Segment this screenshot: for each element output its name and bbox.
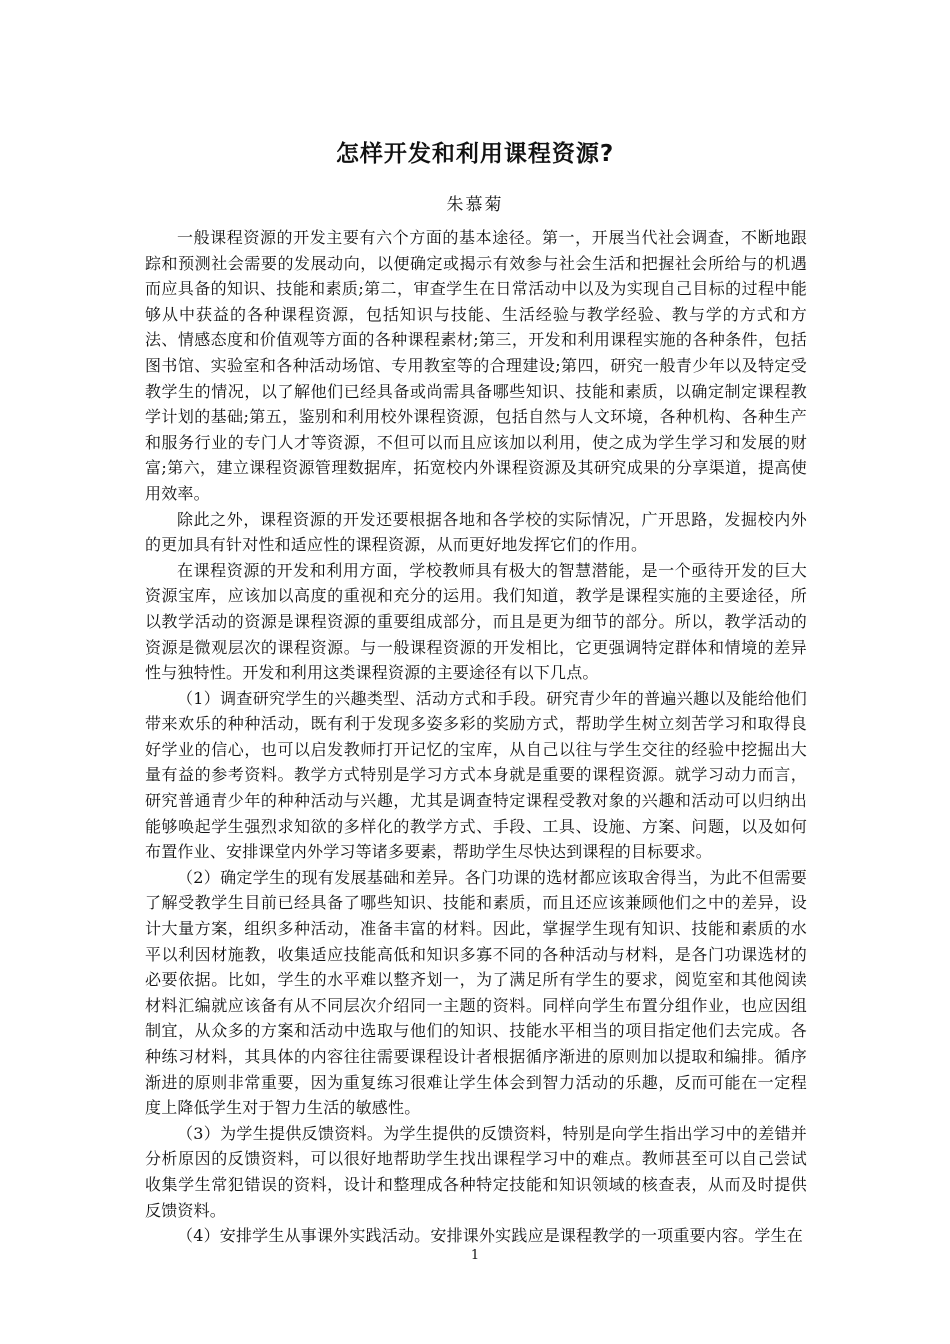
paragraph-teacher-resources: 在课程资源的开发和利用方面，学校教师具有极大的智慧潜能，是一个亟待开发的巨大资源宝库，应该加以高度的重视和充分的运用。我们知道，教学是课程实施的主要途径，所以教学活动的资源是课程资源的重要组成部分，而且是更为细节的部分。所以，教学活动的资源是微观层次的课程资源。与一般课程资源的开发相比，它更强调特定群体和情境的差异性与独特性。开发和利用这类课程资源的主要途径有以下几点。 xyxy=(145,560,807,683)
author-name: 朱慕菊 xyxy=(446,195,504,215)
paragraph-point-1: （1）调查研究学生的兴趣类型、活动方式和手段。研究青少年的普遍兴趣以及能给他们带来欢乐的种种活动，既有利于发现多姿多彩的奖励方式，帮助学生树立刻苦学习和取得良好学业的信心，也可以启发教师打开记忆的宝库，从自己以往与学生交往的经验中挖掘出大量有益的参考资料。教学方式特别是学习方式本身就是重要的课程资源。就学习动力而言，研究普通青少年的种种活动与兴趣，尤其是调查特定课程受教对象的兴趣和活动可以归纳出能够唤起学生强烈求知欲的多样化的教学方式、手段、工具、设施、方案、问题，以及如何布置作业、安排课堂内外学习等诸多要素，帮助学生尽快达到课程的目标要求。 xyxy=(145,688,807,862)
paragraph-intro: 一般课程资源的开发主要有六个方面的基本途径。第一，开展当代社会调查，不断地跟踪和预测社会需要的发展动向，以便确定或揭示有效参与社会生活和把握社会所给与的机遇而应具备的知识、技能和素质;第二，审查学生在日常活动中以及为实现自己目标的过程中能够从中获益的各种课程资源，包括知识与技能、生活经验与教学经验、教与学的方式和方法、情感态度和价值观等方面的各种课程素材;第三，开发和利用课程实施的各种条件，包括图书馆、实验室和各种活动场馆、专用教室等的合理建设;第四，研究一般青少年以及特定受教学生的情况，以了解他们已经具备或尚需具备哪些知识、技能和素质，以确定制定课程教学计划的基础;第五，鉴别和利用校外课程资源，包括自然与人文环境，各种机构、各种生产和服务行业的专门人才等资源，不但可以而且应该加以利用，使之成为学生学习和发展的财富;第六，建立课程资源管理数据库，拓宽校内外课程资源及其研究成果的分享渠道，提高使用效率。 xyxy=(145,228,807,503)
page-number: 1 xyxy=(470,1248,480,1263)
document-title: 怎样开发和利用课程资源? xyxy=(335,141,615,167)
paragraph-point-4: （4）安排学生从事课外实践活动。安排课外实践应是课程教学的一项重要内容。学生在 xyxy=(177,1226,803,1246)
paragraph-point-3: （3）为学生提供反馈资料。为学生提供的反馈资料，特别是向学生指出学习中的差错并分析原因的反馈资料，可以很好地帮助学生找出课程学习中的难点。教师甚至可以自己尝试收集学生常犯错误的资料，设计和整理成各种特定技能和知识领域的核查表，从而及时提供反馈资料。 xyxy=(145,1123,807,1220)
document-body xyxy=(145,225,807,1249)
paragraph-additional: 除此之外，课程资源的开发还要根据各地和各学校的实际情况，广开思路，发掘校内外的更加具有针对性和适应性的课程资源，从而更好地发挥它们的作用。 xyxy=(145,509,807,555)
paragraph-point-2: （2）确定学生的现有发展基础和差异。各门功课的选材都应该取舍得当，为此不但需要了解受教学生目前已经具备了哪些知识、技能和素质，而且还应该兼顾他们之中的差异，设计大量方案，组织多种活动，准备丰富的材料。因此，掌握学生现有知识、技能和素质的水平以利因材施教，收集适应技能高低和知识多寡不同的各种活动与材料，是各门功课选材的必要依据。比如，学生的水平难以整齐划一，为了满足所有学生的要求，阅览室和其他阅读材料汇编就应该备有从不同层次介绍同一主题的资料。同样向学生布置分组作业，也应因组制宜，从众多的方案和活动中选取与他们的知识、技能水平相当的项目指定他们去完成。各种练习材料，其具体的内容往往需要课程设计者根据循序渐进的原则加以提取和编排。循序渐进的原则非常重要，因为重复练习很难让学生体会到智力活动的乐趣，反而可能在一定程度上降低学生对于智力生活的敏感性。 xyxy=(145,867,807,1118)
